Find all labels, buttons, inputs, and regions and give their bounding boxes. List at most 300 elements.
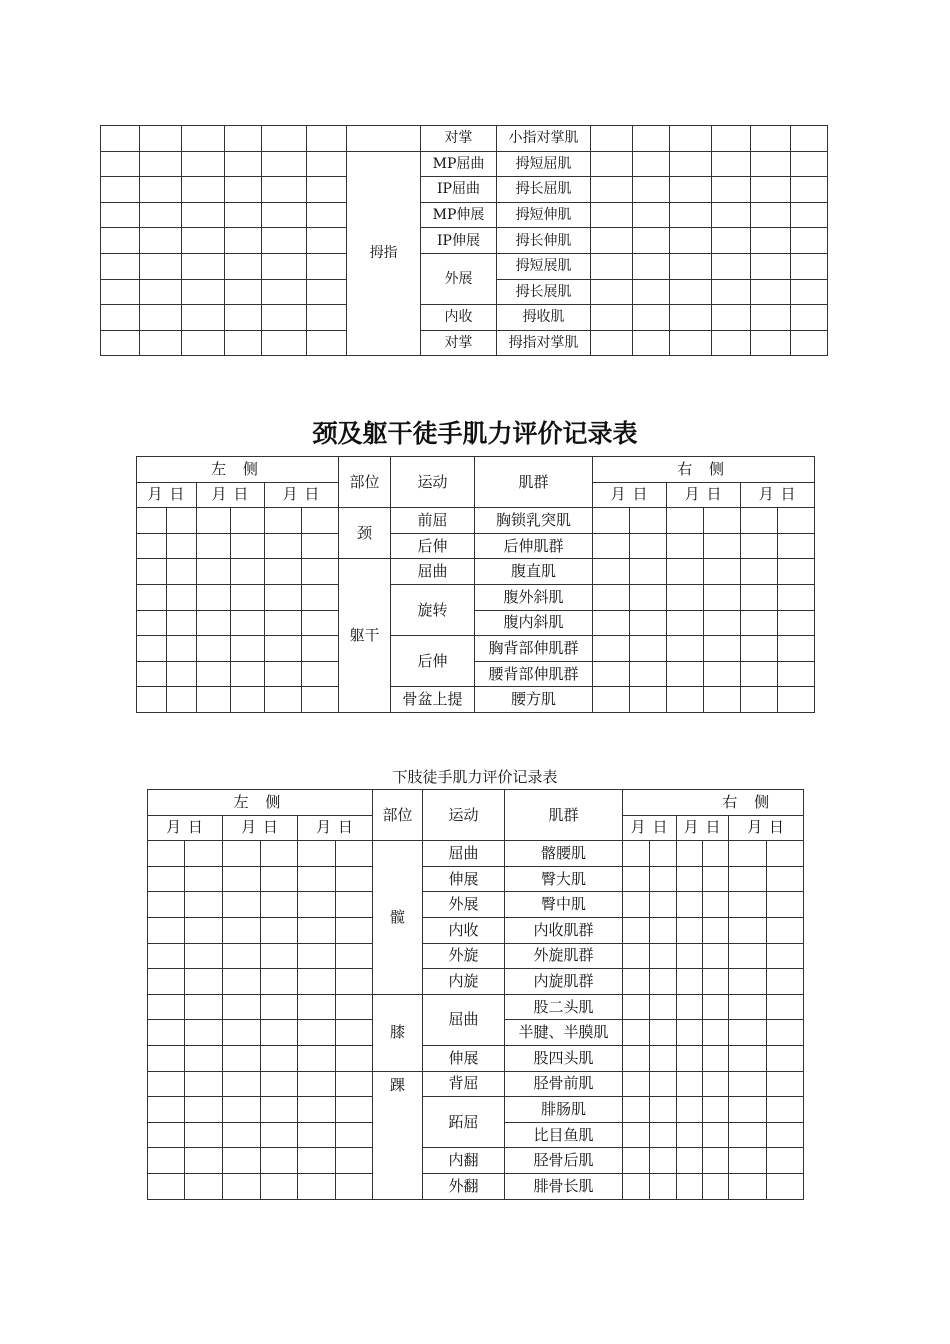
right-score-cell[interactable] xyxy=(751,330,791,356)
right-score-cell[interactable] xyxy=(633,305,670,331)
right-score-cell[interactable] xyxy=(767,1122,804,1148)
right-score-cell[interactable] xyxy=(778,533,815,559)
right-score-cell[interactable] xyxy=(729,969,767,995)
left-score-cell[interactable] xyxy=(261,1097,298,1123)
right-score-cell[interactable] xyxy=(670,253,712,279)
left-score-cell[interactable] xyxy=(223,1097,261,1123)
left-score-cell[interactable] xyxy=(101,202,140,228)
left-score-cell[interactable] xyxy=(231,610,265,636)
right-score-cell[interactable] xyxy=(630,610,667,636)
left-score-cell[interactable] xyxy=(231,584,265,610)
left-score-cell[interactable] xyxy=(262,305,307,331)
left-score-cell[interactable] xyxy=(185,994,223,1020)
left-score-cell[interactable] xyxy=(261,1148,298,1174)
left-score-cell[interactable] xyxy=(265,661,302,687)
right-score-cell[interactable] xyxy=(741,533,778,559)
left-score-cell[interactable] xyxy=(265,610,302,636)
right-score-cell[interactable] xyxy=(712,151,751,177)
left-score-cell[interactable] xyxy=(225,305,262,331)
left-score-cell[interactable] xyxy=(302,533,339,559)
right-score-cell[interactable] xyxy=(650,1020,677,1046)
right-score-cell[interactable] xyxy=(667,636,704,662)
left-score-cell[interactable] xyxy=(185,1020,223,1046)
left-score-cell[interactable] xyxy=(298,892,336,918)
left-score-cell[interactable] xyxy=(223,969,261,995)
left-score-cell[interactable] xyxy=(307,305,347,331)
right-score-cell[interactable] xyxy=(650,1045,677,1071)
right-score-cell[interactable] xyxy=(767,841,804,867)
right-score-cell[interactable] xyxy=(623,994,650,1020)
left-score-cell[interactable] xyxy=(137,610,167,636)
right-score-cell[interactable] xyxy=(623,943,650,969)
left-score-cell[interactable] xyxy=(225,202,262,228)
left-score-cell[interactable] xyxy=(167,508,197,534)
left-score-cell[interactable] xyxy=(223,892,261,918)
left-score-cell[interactable] xyxy=(140,253,182,279)
left-score-cell[interactable] xyxy=(307,279,347,305)
right-score-cell[interactable] xyxy=(633,253,670,279)
left-score-cell[interactable] xyxy=(262,177,307,203)
left-score-cell[interactable] xyxy=(261,841,298,867)
left-score-cell[interactable] xyxy=(298,1122,336,1148)
right-score-cell[interactable] xyxy=(667,661,704,687)
right-score-cell[interactable] xyxy=(767,969,804,995)
left-score-cell[interactable] xyxy=(182,228,225,254)
right-score-cell[interactable] xyxy=(703,1122,729,1148)
left-score-cell[interactable] xyxy=(101,177,140,203)
left-score-cell[interactable] xyxy=(336,1097,373,1123)
left-score-cell[interactable] xyxy=(101,253,140,279)
right-score-cell[interactable] xyxy=(729,943,767,969)
left-score-cell[interactable] xyxy=(261,1020,298,1046)
right-score-cell[interactable] xyxy=(670,330,712,356)
left-score-cell[interactable] xyxy=(302,508,339,534)
left-score-cell[interactable] xyxy=(225,330,262,356)
right-score-cell[interactable] xyxy=(630,533,667,559)
left-score-cell[interactable] xyxy=(302,559,339,585)
right-score-cell[interactable] xyxy=(677,866,703,892)
left-score-cell[interactable] xyxy=(137,636,167,662)
right-score-cell[interactable] xyxy=(623,1148,650,1174)
left-score-cell[interactable] xyxy=(302,584,339,610)
left-score-cell[interactable] xyxy=(185,1045,223,1071)
right-score-cell[interactable] xyxy=(677,1071,703,1097)
left-score-cell[interactable] xyxy=(185,1071,223,1097)
right-score-cell[interactable] xyxy=(623,1071,650,1097)
left-score-cell[interactable] xyxy=(336,1071,373,1097)
left-score-cell[interactable] xyxy=(167,584,197,610)
right-score-cell[interactable] xyxy=(591,177,633,203)
left-score-cell[interactable] xyxy=(336,1173,373,1199)
left-score-cell[interactable] xyxy=(197,636,231,662)
right-score-cell[interactable] xyxy=(591,202,633,228)
left-score-cell[interactable] xyxy=(223,1122,261,1148)
left-score-cell[interactable] xyxy=(223,1020,261,1046)
left-score-cell[interactable] xyxy=(302,661,339,687)
right-score-cell[interactable] xyxy=(591,151,633,177)
right-score-cell[interactable] xyxy=(630,636,667,662)
left-score-cell[interactable] xyxy=(298,917,336,943)
left-score-cell[interactable] xyxy=(197,508,231,534)
right-score-cell[interactable] xyxy=(751,228,791,254)
left-score-cell[interactable] xyxy=(225,279,262,305)
right-score-cell[interactable] xyxy=(593,661,630,687)
right-score-cell[interactable] xyxy=(751,279,791,305)
left-score-cell[interactable] xyxy=(262,253,307,279)
right-score-cell[interactable] xyxy=(767,917,804,943)
right-score-cell[interactable] xyxy=(712,279,751,305)
left-score-cell[interactable] xyxy=(197,584,231,610)
left-score-cell[interactable] xyxy=(140,151,182,177)
left-score-cell[interactable] xyxy=(261,1173,298,1199)
right-score-cell[interactable] xyxy=(767,1148,804,1174)
right-score-cell[interactable] xyxy=(791,202,828,228)
right-score-cell[interactable] xyxy=(767,892,804,918)
right-score-cell[interactable] xyxy=(767,1071,804,1097)
right-score-cell[interactable] xyxy=(704,508,741,534)
left-score-cell[interactable] xyxy=(148,892,185,918)
right-score-cell[interactable] xyxy=(741,610,778,636)
left-score-cell[interactable] xyxy=(262,330,307,356)
right-score-cell[interactable] xyxy=(704,584,741,610)
right-score-cell[interactable] xyxy=(633,151,670,177)
right-score-cell[interactable] xyxy=(667,508,704,534)
right-score-cell[interactable] xyxy=(677,892,703,918)
right-score-cell[interactable] xyxy=(677,841,703,867)
right-score-cell[interactable] xyxy=(751,177,791,203)
right-score-cell[interactable] xyxy=(670,202,712,228)
left-score-cell[interactable] xyxy=(223,866,261,892)
right-score-cell[interactable] xyxy=(623,1173,650,1199)
right-score-cell[interactable] xyxy=(751,151,791,177)
left-score-cell[interactable] xyxy=(225,253,262,279)
left-score-cell[interactable] xyxy=(140,279,182,305)
right-score-cell[interactable] xyxy=(751,202,791,228)
right-score-cell[interactable] xyxy=(650,892,677,918)
left-score-cell[interactable] xyxy=(137,661,167,687)
left-score-cell[interactable] xyxy=(167,533,197,559)
left-score-cell[interactable] xyxy=(185,969,223,995)
left-score-cell[interactable] xyxy=(265,636,302,662)
right-score-cell[interactable] xyxy=(593,508,630,534)
right-score-cell[interactable] xyxy=(703,994,729,1020)
left-score-cell[interactable] xyxy=(223,841,261,867)
right-score-cell[interactable] xyxy=(703,892,729,918)
left-score-cell[interactable] xyxy=(231,636,265,662)
right-score-cell[interactable] xyxy=(650,841,677,867)
left-score-cell[interactable] xyxy=(336,866,373,892)
right-score-cell[interactable] xyxy=(712,177,751,203)
left-score-cell[interactable] xyxy=(231,661,265,687)
right-score-cell[interactable] xyxy=(791,253,828,279)
left-score-cell[interactable] xyxy=(148,969,185,995)
right-score-cell[interactable] xyxy=(623,1020,650,1046)
left-score-cell[interactable] xyxy=(231,559,265,585)
left-score-cell[interactable] xyxy=(167,661,197,687)
left-score-cell[interactable] xyxy=(336,841,373,867)
right-score-cell[interactable] xyxy=(712,202,751,228)
left-score-cell[interactable] xyxy=(182,126,225,152)
left-score-cell[interactable] xyxy=(307,202,347,228)
right-score-cell[interactable] xyxy=(778,661,815,687)
right-score-cell[interactable] xyxy=(778,508,815,534)
left-score-cell[interactable] xyxy=(225,126,262,152)
right-score-cell[interactable] xyxy=(630,661,667,687)
left-score-cell[interactable] xyxy=(298,994,336,1020)
left-score-cell[interactable] xyxy=(148,1045,185,1071)
left-score-cell[interactable] xyxy=(225,228,262,254)
right-score-cell[interactable] xyxy=(670,305,712,331)
left-score-cell[interactable] xyxy=(261,943,298,969)
left-score-cell[interactable] xyxy=(140,228,182,254)
right-score-cell[interactable] xyxy=(670,177,712,203)
right-score-cell[interactable] xyxy=(623,1122,650,1148)
left-score-cell[interactable] xyxy=(307,177,347,203)
left-score-cell[interactable] xyxy=(197,661,231,687)
right-score-cell[interactable] xyxy=(778,559,815,585)
right-score-cell[interactable] xyxy=(623,866,650,892)
right-score-cell[interactable] xyxy=(703,917,729,943)
left-score-cell[interactable] xyxy=(223,994,261,1020)
left-score-cell[interactable] xyxy=(148,1097,185,1123)
right-score-cell[interactable] xyxy=(677,1045,703,1071)
right-score-cell[interactable] xyxy=(704,533,741,559)
left-score-cell[interactable] xyxy=(265,584,302,610)
right-score-cell[interactable] xyxy=(729,917,767,943)
left-score-cell[interactable] xyxy=(197,687,231,713)
left-score-cell[interactable] xyxy=(298,866,336,892)
left-score-cell[interactable] xyxy=(307,228,347,254)
left-score-cell[interactable] xyxy=(261,892,298,918)
left-score-cell[interactable] xyxy=(225,151,262,177)
left-score-cell[interactable] xyxy=(298,1071,336,1097)
right-score-cell[interactable] xyxy=(623,841,650,867)
right-score-cell[interactable] xyxy=(650,969,677,995)
left-score-cell[interactable] xyxy=(298,841,336,867)
left-score-cell[interactable] xyxy=(298,1173,336,1199)
right-score-cell[interactable] xyxy=(729,1097,767,1123)
left-score-cell[interactable] xyxy=(262,279,307,305)
right-score-cell[interactable] xyxy=(729,1122,767,1148)
right-score-cell[interactable] xyxy=(633,279,670,305)
right-score-cell[interactable] xyxy=(767,943,804,969)
right-score-cell[interactable] xyxy=(729,841,767,867)
right-score-cell[interactable] xyxy=(751,253,791,279)
left-score-cell[interactable] xyxy=(148,841,185,867)
right-score-cell[interactable] xyxy=(677,1020,703,1046)
left-score-cell[interactable] xyxy=(298,969,336,995)
left-score-cell[interactable] xyxy=(261,917,298,943)
right-score-cell[interactable] xyxy=(677,994,703,1020)
right-score-cell[interactable] xyxy=(633,202,670,228)
right-score-cell[interactable] xyxy=(591,330,633,356)
right-score-cell[interactable] xyxy=(677,1097,703,1123)
right-score-cell[interactable] xyxy=(741,559,778,585)
left-score-cell[interactable] xyxy=(231,533,265,559)
right-score-cell[interactable] xyxy=(767,1097,804,1123)
left-score-cell[interactable] xyxy=(140,330,182,356)
right-score-cell[interactable] xyxy=(670,228,712,254)
right-score-cell[interactable] xyxy=(751,126,791,152)
right-score-cell[interactable] xyxy=(767,1020,804,1046)
right-score-cell[interactable] xyxy=(791,177,828,203)
right-score-cell[interactable] xyxy=(633,330,670,356)
right-score-cell[interactable] xyxy=(591,305,633,331)
left-score-cell[interactable] xyxy=(336,1122,373,1148)
left-score-cell[interactable] xyxy=(148,994,185,1020)
right-score-cell[interactable] xyxy=(741,508,778,534)
left-score-cell[interactable] xyxy=(307,151,347,177)
right-score-cell[interactable] xyxy=(703,1097,729,1123)
left-score-cell[interactable] xyxy=(298,943,336,969)
right-score-cell[interactable] xyxy=(729,1020,767,1046)
right-score-cell[interactable] xyxy=(591,228,633,254)
left-score-cell[interactable] xyxy=(148,1148,185,1174)
left-score-cell[interactable] xyxy=(182,202,225,228)
left-score-cell[interactable] xyxy=(336,1020,373,1046)
left-score-cell[interactable] xyxy=(302,636,339,662)
right-score-cell[interactable] xyxy=(623,917,650,943)
left-score-cell[interactable] xyxy=(225,177,262,203)
right-score-cell[interactable] xyxy=(677,1173,703,1199)
right-score-cell[interactable] xyxy=(703,1071,729,1097)
left-score-cell[interactable] xyxy=(101,305,140,331)
left-score-cell[interactable] xyxy=(167,636,197,662)
right-score-cell[interactable] xyxy=(623,892,650,918)
right-score-cell[interactable] xyxy=(630,687,667,713)
right-score-cell[interactable] xyxy=(729,1173,767,1199)
right-score-cell[interactable] xyxy=(623,1045,650,1071)
right-score-cell[interactable] xyxy=(791,305,828,331)
right-score-cell[interactable] xyxy=(650,1122,677,1148)
left-score-cell[interactable] xyxy=(185,943,223,969)
right-score-cell[interactable] xyxy=(593,636,630,662)
right-score-cell[interactable] xyxy=(703,841,729,867)
left-score-cell[interactable] xyxy=(148,866,185,892)
left-score-cell[interactable] xyxy=(307,126,347,152)
right-score-cell[interactable] xyxy=(667,584,704,610)
left-score-cell[interactable] xyxy=(265,687,302,713)
right-score-cell[interactable] xyxy=(703,1148,729,1174)
left-score-cell[interactable] xyxy=(101,228,140,254)
right-score-cell[interactable] xyxy=(704,661,741,687)
right-score-cell[interactable] xyxy=(712,305,751,331)
left-score-cell[interactable] xyxy=(185,1148,223,1174)
right-score-cell[interactable] xyxy=(650,1097,677,1123)
left-score-cell[interactable] xyxy=(182,151,225,177)
left-score-cell[interactable] xyxy=(197,533,231,559)
left-score-cell[interactable] xyxy=(262,202,307,228)
left-score-cell[interactable] xyxy=(265,559,302,585)
left-score-cell[interactable] xyxy=(223,1173,261,1199)
left-score-cell[interactable] xyxy=(185,892,223,918)
right-score-cell[interactable] xyxy=(667,533,704,559)
left-score-cell[interactable] xyxy=(298,1020,336,1046)
right-score-cell[interactable] xyxy=(593,533,630,559)
left-score-cell[interactable] xyxy=(148,1122,185,1148)
right-score-cell[interactable] xyxy=(767,866,804,892)
right-score-cell[interactable] xyxy=(791,151,828,177)
left-score-cell[interactable] xyxy=(261,994,298,1020)
right-score-cell[interactable] xyxy=(704,610,741,636)
right-score-cell[interactable] xyxy=(650,1071,677,1097)
left-score-cell[interactable] xyxy=(182,279,225,305)
right-score-cell[interactable] xyxy=(741,661,778,687)
right-score-cell[interactable] xyxy=(623,969,650,995)
left-score-cell[interactable] xyxy=(197,559,231,585)
left-score-cell[interactable] xyxy=(336,917,373,943)
right-score-cell[interactable] xyxy=(704,559,741,585)
left-score-cell[interactable] xyxy=(185,917,223,943)
left-score-cell[interactable] xyxy=(262,228,307,254)
right-score-cell[interactable] xyxy=(593,610,630,636)
right-score-cell[interactable] xyxy=(791,279,828,305)
left-score-cell[interactable] xyxy=(167,687,197,713)
left-score-cell[interactable] xyxy=(101,330,140,356)
right-score-cell[interactable] xyxy=(593,584,630,610)
right-score-cell[interactable] xyxy=(633,126,670,152)
right-score-cell[interactable] xyxy=(667,559,704,585)
left-score-cell[interactable] xyxy=(261,1071,298,1097)
right-score-cell[interactable] xyxy=(791,126,828,152)
left-score-cell[interactable] xyxy=(182,177,225,203)
right-score-cell[interactable] xyxy=(633,228,670,254)
right-score-cell[interactable] xyxy=(650,994,677,1020)
right-score-cell[interactable] xyxy=(670,151,712,177)
left-score-cell[interactable] xyxy=(336,1045,373,1071)
right-score-cell[interactable] xyxy=(741,636,778,662)
left-score-cell[interactable] xyxy=(336,1148,373,1174)
right-score-cell[interactable] xyxy=(667,610,704,636)
left-score-cell[interactable] xyxy=(223,1148,261,1174)
left-score-cell[interactable] xyxy=(262,151,307,177)
right-score-cell[interactable] xyxy=(778,687,815,713)
left-score-cell[interactable] xyxy=(148,1173,185,1199)
right-score-cell[interactable] xyxy=(650,1148,677,1174)
left-score-cell[interactable] xyxy=(137,533,167,559)
left-score-cell[interactable] xyxy=(336,943,373,969)
left-score-cell[interactable] xyxy=(148,943,185,969)
left-score-cell[interactable] xyxy=(223,1045,261,1071)
right-score-cell[interactable] xyxy=(593,559,630,585)
right-score-cell[interactable] xyxy=(703,866,729,892)
right-score-cell[interactable] xyxy=(704,636,741,662)
left-score-cell[interactable] xyxy=(261,866,298,892)
left-score-cell[interactable] xyxy=(182,330,225,356)
left-score-cell[interactable] xyxy=(185,866,223,892)
left-score-cell[interactable] xyxy=(185,841,223,867)
right-score-cell[interactable] xyxy=(593,687,630,713)
right-score-cell[interactable] xyxy=(729,1045,767,1071)
left-score-cell[interactable] xyxy=(302,687,339,713)
right-score-cell[interactable] xyxy=(729,866,767,892)
left-score-cell[interactable] xyxy=(298,1097,336,1123)
right-score-cell[interactable] xyxy=(767,1173,804,1199)
left-score-cell[interactable] xyxy=(140,126,182,152)
left-score-cell[interactable] xyxy=(167,610,197,636)
right-score-cell[interactable] xyxy=(729,1148,767,1174)
right-score-cell[interactable] xyxy=(591,279,633,305)
right-score-cell[interactable] xyxy=(703,1020,729,1046)
left-score-cell[interactable] xyxy=(185,1097,223,1123)
right-score-cell[interactable] xyxy=(767,1045,804,1071)
right-score-cell[interactable] xyxy=(591,253,633,279)
right-score-cell[interactable] xyxy=(630,508,667,534)
left-score-cell[interactable] xyxy=(231,687,265,713)
left-score-cell[interactable] xyxy=(185,1173,223,1199)
left-score-cell[interactable] xyxy=(140,305,182,331)
left-score-cell[interactable] xyxy=(137,687,167,713)
